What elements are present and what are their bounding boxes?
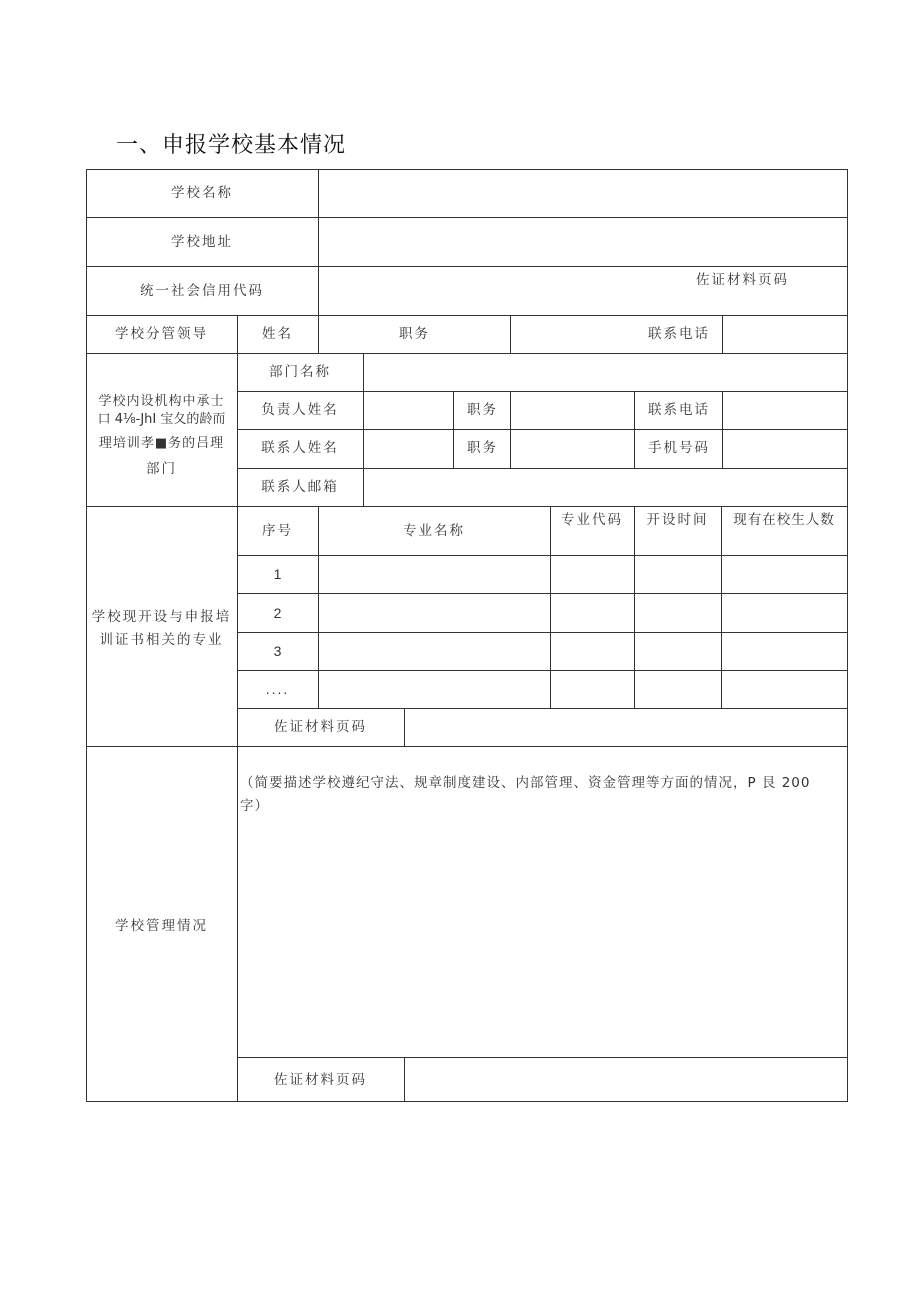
col-line (721, 506, 722, 708)
school-name-label: 学校名称 (171, 185, 233, 201)
leader-position-label: 职务 (399, 326, 430, 342)
contact-mobile-label: 手机号码 (648, 440, 710, 456)
dept-name-field[interactable] (364, 354, 847, 391)
leader-phone-field[interactable] (723, 316, 847, 353)
col-line (722, 391, 723, 468)
row-line (237, 632, 848, 633)
head-position-label: 职务 (467, 402, 498, 418)
section-title: 一、申报学校基本情况 (116, 133, 347, 158)
major-name-header: 专业名称 (403, 523, 465, 539)
border-bottom (86, 1101, 848, 1102)
application-form-table (86, 169, 848, 1102)
row-line (86, 746, 848, 747)
management-desc-line2: 字） (240, 798, 269, 814)
leader-phone-label: 联系电话 (648, 326, 710, 342)
col-line (510, 315, 511, 353)
management-evidence-page-field[interactable] (405, 1058, 847, 1101)
dept-name-label: 部门名称 (269, 364, 331, 380)
students-header: 现有在校生人数 (733, 512, 835, 528)
head-phone-label: 联系电话 (648, 402, 710, 418)
col-line (510, 391, 511, 468)
col-line (634, 391, 635, 468)
row-line (237, 555, 848, 556)
head-name-label: 负责人姓名 (261, 402, 339, 418)
contact-email-field[interactable] (364, 469, 847, 506)
contact-position-label: 职务 (467, 440, 498, 456)
leader-label: 学校分管领导 (115, 326, 208, 342)
majors-label-line2: 训证书相关的专业 (99, 632, 224, 648)
credit-evidence-page-label: 佐证材料页码 (696, 272, 789, 288)
major-row-seq: .... (265, 681, 290, 697)
majors-evidence-page-field[interactable] (405, 709, 847, 746)
credit-code-label: 统一社会信用代码 (140, 283, 264, 299)
col-line (550, 506, 551, 708)
major-row-seq: 3 (273, 643, 282, 659)
management-label: 学校管理情况 (115, 918, 208, 934)
leader-name-label: 姓名 (262, 326, 293, 342)
major-row-seq: 2 (273, 605, 282, 621)
major-row-seq: 1 (273, 566, 282, 582)
dept-label-line3: 理培训孝■务的吕理 (98, 436, 225, 451)
management-text-area[interactable] (238, 819, 847, 1056)
management-desc-line1: （简要描述学校遵纪守法、规章制度建设、内部管理、资金管理等方面的情况，P 艮 200 (240, 775, 811, 791)
school-address-field[interactable] (319, 218, 847, 266)
row-line (86, 506, 848, 507)
dept-label-line1: 学校内设机构中承士 (98, 394, 225, 409)
open-time-header: 开设时间 (646, 512, 709, 528)
row-line (237, 429, 848, 430)
row-line (237, 670, 848, 671)
school-name-field[interactable] (319, 170, 847, 217)
col-line (634, 506, 635, 708)
management-evidence-page-label: 佐证材料页码 (274, 1072, 367, 1088)
dept-label-line2: 口 4⅛-JhI 宝夂的龄而 (97, 412, 226, 427)
row-line (237, 391, 848, 392)
row-line (237, 593, 848, 594)
majors-label-line1: 学校现开设与申报培 (91, 609, 232, 625)
col-line (453, 391, 454, 468)
contact-name-label: 联系人姓名 (261, 440, 339, 456)
school-address-label: 学校地址 (171, 234, 233, 250)
seq-header: 序号 (262, 523, 293, 539)
border-right (847, 169, 848, 1102)
contact-email-label: 联系人邮箱 (261, 479, 339, 495)
majors-evidence-page-label: 佐证材料页码 (274, 719, 367, 735)
dept-label-line4: 部门 (146, 461, 177, 477)
major-code-header: 专业代码 (561, 512, 623, 528)
